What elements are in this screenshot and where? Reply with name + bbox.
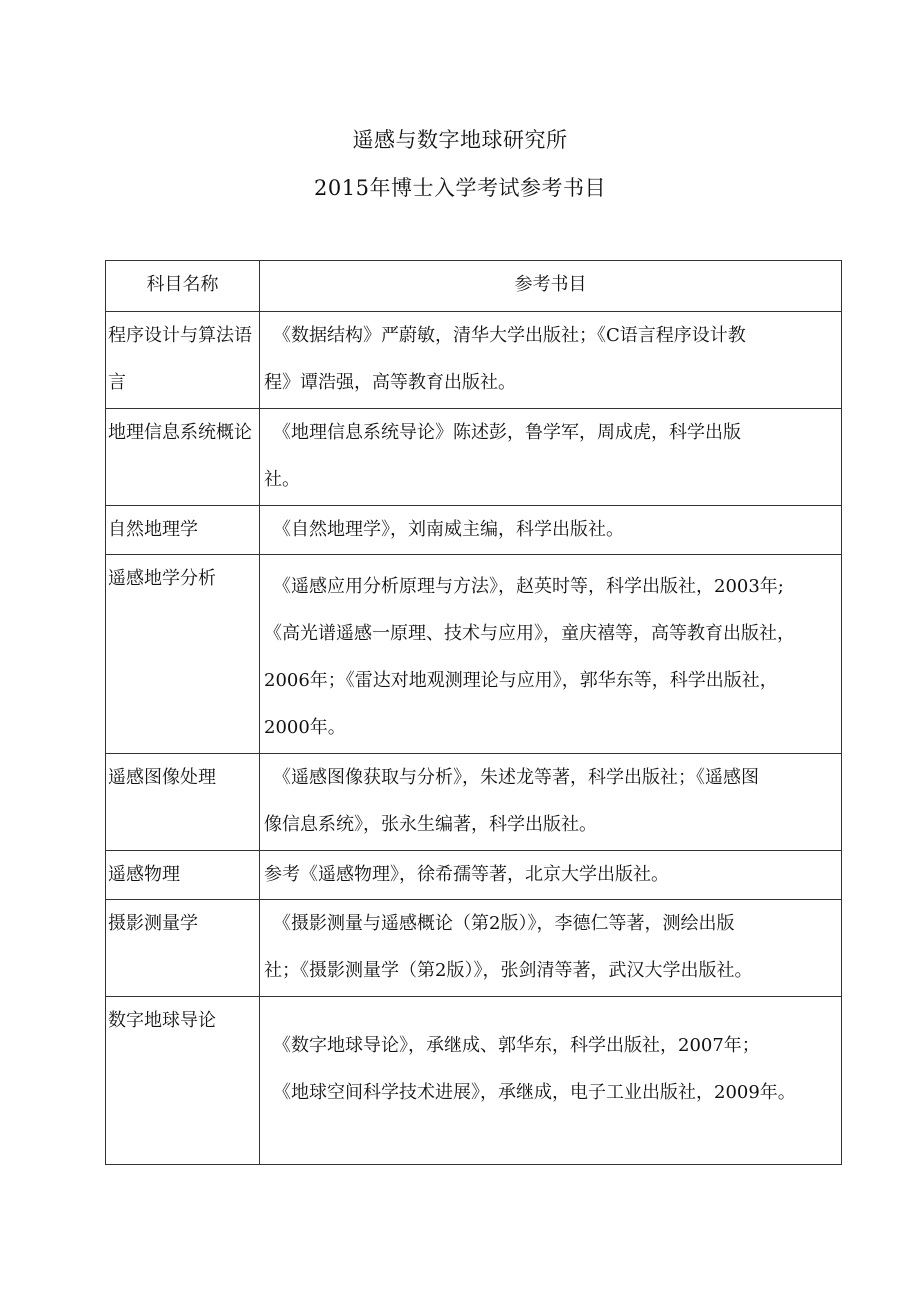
book-line: 《遥感图像获取与分析》，朱述龙等著，科学出版社；《遥感图 — [264, 767, 759, 788]
books-cell — [260, 312, 842, 409]
book-line: 像信息系统》，张永生编著，科学出版社。 — [264, 814, 597, 835]
books-cell — [260, 900, 842, 997]
subject-cell: 摄影测量学 — [106, 900, 260, 997]
header-books: 参考书目 — [260, 261, 842, 312]
book-line: 参考《遥感物理》，徐希孺等著，北京大学出版社。 — [264, 864, 669, 885]
table-row — [106, 754, 842, 851]
books-cell — [260, 754, 842, 851]
table-row — [106, 997, 842, 1165]
book-line: 社；《摄影测量学（第2版）》，张剑清等著，武汉大学出版社。 — [264, 960, 753, 981]
book-line: 《地理信息系统导论》陈述彭，鲁学军，周成虎，科学出版 — [264, 422, 741, 443]
subject-cell: 数字地球导论 — [106, 997, 260, 1165]
book-line: 《摄影测量与遥感概论（第2版）》，李德仁等著，测绘出版 — [264, 913, 735, 934]
header-subject: 科目名称 — [106, 261, 260, 312]
subject-cell: 遥感地学分析 — [106, 555, 260, 754]
table-header-row — [106, 261, 842, 312]
table-row — [106, 555, 842, 754]
book-line: 2000年。 — [264, 717, 346, 738]
books-cell — [260, 555, 842, 754]
book-line: 《数据结构》严蔚敏，清华大学出版社；《C语言程序设计教 — [264, 325, 746, 346]
book-line: 程》谭浩强，高等教育出版社。 — [264, 372, 516, 393]
table-row — [106, 409, 842, 506]
book-line: 《数字地球导论》，承继成、郭华东，科学出版社，2007年； — [264, 1035, 760, 1056]
book-line: 《自然地理学》，刘南威主编，科学出版社。 — [264, 519, 624, 540]
book-line: 2006年；《雷达对地观测理论与应用》，郭华东等，科学出版社， — [264, 670, 778, 691]
subject-cell: 地理信息系统概论 — [106, 409, 260, 506]
page-subtitle: 2015年博士入学考试参考书目 — [314, 176, 606, 200]
subject-cell: 程序设计与算法语言 — [106, 312, 260, 409]
book-line: 《地球空间科学技术进展》，承继成，电子工业出版社，2009年。 — [264, 1082, 796, 1103]
book-line: 《遥感应用分析原理与方法》，赵英时等，科学出版社，2003年; — [264, 576, 784, 597]
books-cell — [260, 997, 842, 1165]
page-title: 遥感与数字地球研究所 — [352, 128, 568, 152]
table-row — [106, 900, 842, 997]
books-cell — [260, 851, 842, 900]
books-cell — [260, 506, 842, 555]
subject-cell: 遥感物理 — [106, 851, 260, 900]
books-cell — [260, 409, 842, 506]
table-row — [106, 506, 842, 555]
subject-cell: 自然地理学 — [106, 506, 260, 555]
reference-book-table — [105, 260, 842, 1165]
table-row — [106, 851, 842, 900]
book-line: 社。 — [264, 469, 300, 490]
book-line: 《高光谱遥感一原理、技术与应用》，童庆禧等，高等教育出版社， — [264, 623, 795, 644]
subject-cell: 遥感图像处理 — [106, 754, 260, 851]
table-row — [106, 312, 842, 409]
